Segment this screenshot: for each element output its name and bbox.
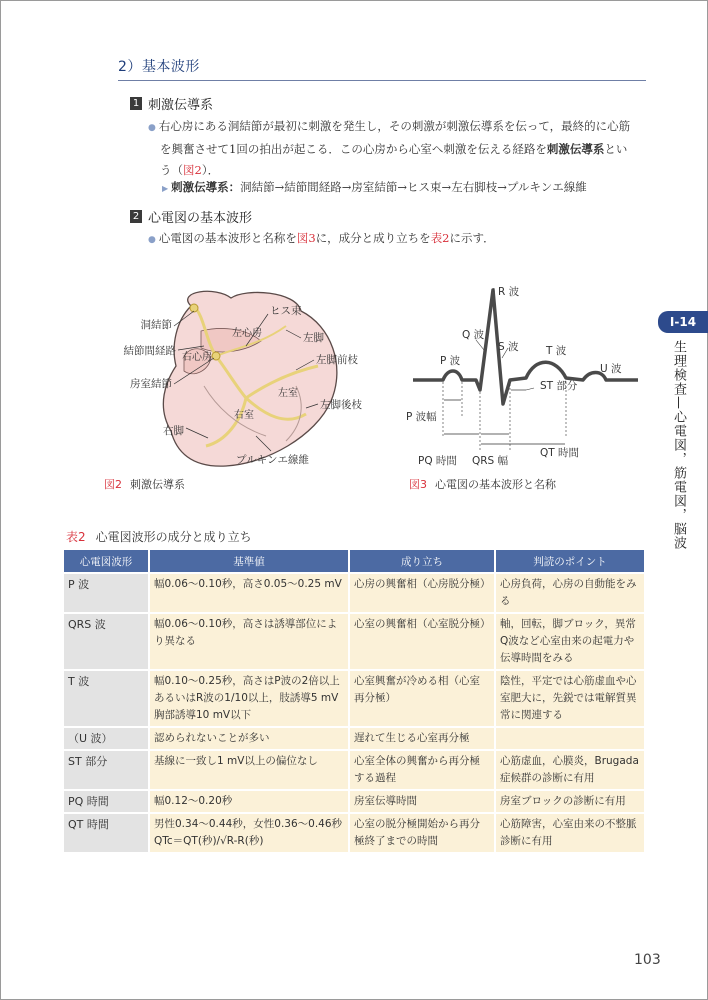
figure-ref-link[interactable]: 図3 xyxy=(296,231,316,245)
para-term: 刺激伝導系 xyxy=(546,142,605,156)
para-line: う（ xyxy=(160,163,183,177)
subheading-title: 心電図の基本波形 xyxy=(148,211,253,226)
label-qrs-width: QRS 幅 xyxy=(472,455,509,467)
label-ra: 右心房 xyxy=(182,352,212,363)
label-rv: 右室 xyxy=(234,410,254,421)
table-cell: PQ 時間 xyxy=(64,791,148,812)
chapter-vertical-title: 生理検査—心電図，筋電図，脳波 xyxy=(671,340,686,550)
table-cell: QRS 波 xyxy=(64,614,148,669)
subheading-2 xyxy=(130,207,252,226)
table-header-cell: 心電図波形 xyxy=(64,550,148,572)
table-cell: 認められないことが多い xyxy=(150,728,348,749)
table-cell: 心室の興奮相（心室脱分極） xyxy=(350,614,494,669)
table-cell: 心房の興奮相（心房脱分極） xyxy=(350,574,494,612)
table-cell: 心室の脱分極開始から再分極終了までの時間 xyxy=(350,814,494,852)
table-row xyxy=(64,614,644,669)
label-p-wave: P 波 xyxy=(440,355,461,367)
label-la: 左心房 xyxy=(232,328,262,339)
chapter-tab[interactable]: I-14 xyxy=(658,311,708,333)
ecg-waveform-diagram xyxy=(398,278,648,474)
label-right-bundle: 右脚 xyxy=(163,425,184,437)
note-text: 洞結節→結節間経路→房室結節→ヒス束→左右脚枝→プルキンエ線維 xyxy=(240,180,587,194)
bullet-icon: ● xyxy=(148,235,156,245)
table-header-cell: 判読のポイント xyxy=(496,550,644,572)
subheading-1 xyxy=(130,94,213,113)
table-cell: 陰性，平定では心筋虚血や心室肥大に，先鋭では電解質異常に関連する xyxy=(496,671,644,726)
figure-3-caption xyxy=(409,476,556,492)
note-term: 刺激伝導系： xyxy=(171,180,241,194)
table-cell: 幅0.06～0.10秒，高さ0.05～0.25 mV xyxy=(150,574,348,612)
table-cell: 遅れて生じる心室再分極 xyxy=(350,728,494,749)
label-his: ヒス束 xyxy=(270,305,302,317)
table-cell: ST 部分 xyxy=(64,751,148,789)
label-t-wave: T 波 xyxy=(546,345,567,357)
table-ref-link[interactable]: 表2 xyxy=(430,231,450,245)
table-header-cell: 基準値 xyxy=(150,550,348,572)
label-p-width: P 波幅 xyxy=(406,411,437,423)
label-pq-time: PQ 時間 xyxy=(418,455,457,467)
table-row xyxy=(64,671,644,726)
table-row xyxy=(64,814,644,852)
table-cell xyxy=(496,728,644,749)
label-lv: 左室 xyxy=(278,388,298,399)
label-internodal: 結節間経路 xyxy=(123,345,176,357)
table-cell: P 波 xyxy=(64,574,148,612)
table-row xyxy=(64,574,644,612)
label-qt-time: QT 時間 xyxy=(540,447,580,459)
note-conduction xyxy=(162,177,652,199)
label-r-wave: R 波 xyxy=(498,286,520,298)
table-cell: 男性0.34～0.44秒，女性0.36～0.46秒 QTc＝QT(秒)/√R-R(秒) xyxy=(150,814,348,852)
table-row xyxy=(64,751,644,789)
figure-number: 図2 xyxy=(104,478,122,491)
table-cell: 心筋障害，心室由来の不整脈診断に有用 xyxy=(496,814,644,852)
table-cell: QT 時間 xyxy=(64,814,148,852)
table-cell: 心筋虚血，心膜炎，Brugada症候群の診断に有用 xyxy=(496,751,644,789)
ecg-components-table xyxy=(62,548,646,854)
figure-caption-text: 刺激伝導系 xyxy=(130,478,185,491)
table-cell: T 波 xyxy=(64,671,148,726)
table-cell: 基線に一致し1 mV以上の偏位なし xyxy=(150,751,348,789)
bullet-icon: ● xyxy=(148,123,156,133)
heart-conduction-illustration xyxy=(96,286,386,472)
para-line: ）． xyxy=(201,163,220,177)
label-s-wave: S 波 xyxy=(498,341,519,353)
table-cell: 幅0.10～0.25秒，高さはP波の2倍以上あるいはR波の1/10以上，肢誘導5 mV胸部誘導10 mV以下 xyxy=(150,671,348,726)
table-cell: 心室興奮が冷める相（心室再分極） xyxy=(350,671,494,726)
table-cell: 房室ブロックの診断に有用 xyxy=(496,791,644,812)
subheading-number: 2 xyxy=(130,210,142,223)
paragraph-ecg xyxy=(148,228,648,251)
label-left-anterior: 左脚前枝 xyxy=(316,354,358,366)
table-cell: （U 波） xyxy=(64,728,148,749)
section-rule xyxy=(118,80,646,81)
label-purkinje: プルキンエ線維 xyxy=(236,454,309,466)
para-line: 右心房にある洞結節が最初に刺激を発生し，その刺激が刺激伝導系を伝って，最終的に心筋 xyxy=(158,119,631,133)
table-caption xyxy=(66,528,252,545)
triangle-bullet-icon: ▶ xyxy=(162,184,169,193)
para-line: に，成分と成り立ちを xyxy=(315,231,431,245)
para-line: に示す． xyxy=(449,231,495,245)
table-row xyxy=(64,728,644,749)
subheading-title: 刺激伝導系 xyxy=(148,98,214,113)
label-left-bundle: 左脚 xyxy=(303,332,324,344)
table-cell: 房室伝導時間 xyxy=(350,791,494,812)
table-cell: 幅0.06～0.10秒，高さは誘導部位により異なる xyxy=(150,614,348,669)
paragraph-conduction xyxy=(148,116,648,181)
label-sa-node: 洞結節 xyxy=(140,319,172,331)
table-cell: 幅0.12～0.20秒 xyxy=(150,791,348,812)
para-line: とい xyxy=(604,142,628,156)
figure-2-caption xyxy=(104,476,185,492)
table-header-row xyxy=(64,550,644,572)
label-av-node: 房室結節 xyxy=(130,378,172,390)
label-q-wave: Q 波 xyxy=(462,329,485,341)
para-line: 心電図の基本波形と名称を xyxy=(158,231,297,245)
table-header-cell: 成り立ち xyxy=(350,550,494,572)
table-caption-text: 心電図波形の成分と成り立ち xyxy=(95,530,252,544)
para-line: を興奮させて1回の拍出が起こる．この心房から心室へ刺激を伝える経路を xyxy=(160,142,547,156)
label-st-segment: ST 部分 xyxy=(540,380,578,392)
table-cell: 心室全体の興奮から再分極する過程 xyxy=(350,751,494,789)
figure-ref-link[interactable]: 図2 xyxy=(183,163,202,177)
label-u-wave: U 波 xyxy=(600,363,622,375)
subheading-number: 1 xyxy=(130,97,142,110)
figure-number: 図3 xyxy=(409,478,427,491)
label-left-posterior: 左脚後枝 xyxy=(320,399,362,411)
table-cell: 心房負荷，心房の自動能をみる xyxy=(496,574,644,612)
page-number: 103 xyxy=(634,952,661,968)
section-title: 2）基本波形 xyxy=(118,59,200,75)
table-row xyxy=(64,791,644,812)
table-number: 表2 xyxy=(66,530,86,544)
figure-caption-text: 心電図の基本波形と名称 xyxy=(435,478,556,491)
table-cell: 軸，回転，脚ブロック，異常Q波など心室由来の起電力や伝導時間をみる xyxy=(496,614,644,669)
